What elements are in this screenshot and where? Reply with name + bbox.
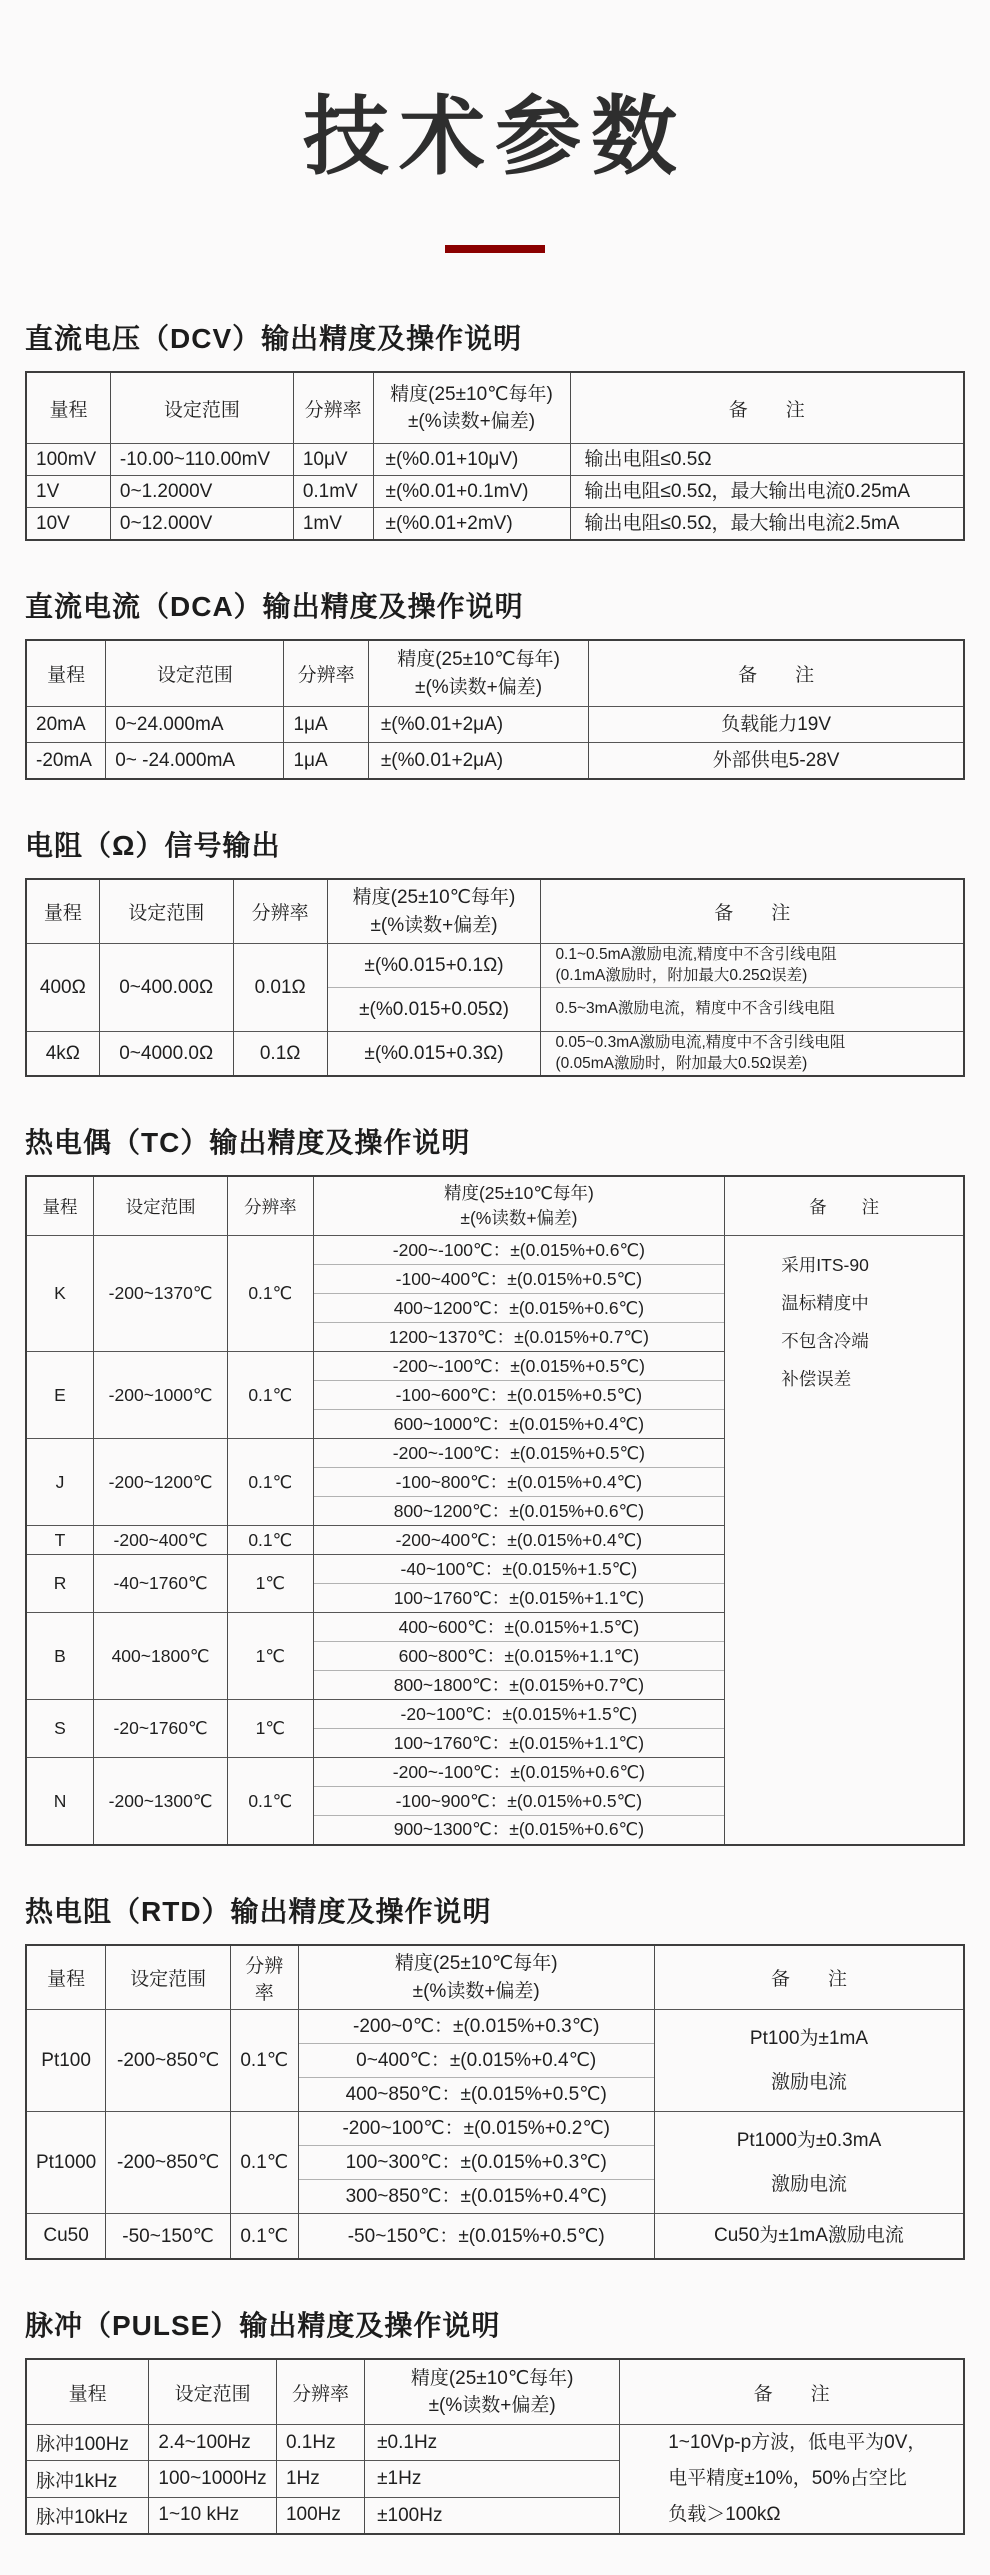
remark-line: Cu50为±1mA激励电流 <box>714 2225 904 2247</box>
cell-range: E <box>26 1352 94 1439</box>
sections <box>25 317 965 2535</box>
cell-set-range: -200~850℃ <box>106 2010 231 2112</box>
cell-precision: -40~100℃：±(0.015%+1.5℃) <box>313 1555 725 1584</box>
col-header-resolution: 分辨率 <box>233 879 327 944</box>
cell-resolution: 1℃ <box>228 1613 313 1700</box>
col-header-remark: 备 注 <box>725 1176 964 1236</box>
col-header-range: 量程 <box>26 640 106 707</box>
cell-resolution: 0.1℃ <box>228 1758 313 1845</box>
cell-range: Cu50 <box>26 2214 106 2260</box>
cell-resolution: 0.1℃ <box>230 2112 298 2214</box>
cell-precision: ±100Hz <box>365 2497 620 2534</box>
remark-line: 温标精度中 <box>781 1293 869 1314</box>
cell-set-range: -20~1760℃ <box>94 1700 228 1758</box>
page-title: 技术参数 <box>303 89 687 185</box>
cell-remark <box>620 2424 964 2534</box>
section-heading: 电阻（Ω）信号输出 <box>25 829 281 861</box>
remark-line: 0.05~0.3mA激励电流,精度中不含引线电阻 <box>555 1033 846 1051</box>
remark-line: 采用ITS-90 <box>781 1255 869 1276</box>
cell-resolution: 0.1℃ <box>228 1526 313 1555</box>
cell-precision: ±0.1Hz <box>365 2424 620 2461</box>
cell-precision: 0~400℃：±(0.015%+0.4℃) <box>298 2044 654 2078</box>
cell-remark <box>654 2112 964 2214</box>
cell-set-range: -200~1000℃ <box>94 1352 228 1439</box>
cell-resolution: 1℃ <box>228 1555 313 1613</box>
cell-remark <box>589 743 964 779</box>
cell-resolution: 10μV <box>293 444 373 476</box>
cell-set-range: 2.4~100Hz <box>149 2424 277 2461</box>
remark-line: 不包含冷端 <box>781 1331 869 1352</box>
cell-precision: 400~1200℃：±(0.015%+0.6℃) <box>313 1294 725 1323</box>
remark-line: 电平精度±10%，50%占空比 <box>668 2467 907 2489</box>
cell-precision: -200~400℃：±(0.015%+0.4℃) <box>313 1526 725 1555</box>
cell-set-range: -40~1760℃ <box>94 1555 228 1613</box>
section-heading: 直流电流（DCA）输出精度及操作说明 <box>25 590 524 622</box>
col-header-remark: 备 注 <box>654 1945 964 2010</box>
cell-precision: 100~1760℃：±(0.015%+1.1℃) <box>313 1584 725 1613</box>
remark-line: 输出电阻≤0.5Ω，最大输出电流0.25mA <box>584 481 911 503</box>
cell-set-range: 0~12.000V <box>110 508 293 540</box>
cell-remark <box>541 1032 964 1076</box>
remark-line: 激励电流 <box>770 2173 847 2195</box>
cell-resolution: 1Hz <box>276 2461 364 2498</box>
cell-precision: 100~1760℃：±(0.015%+1.1℃) <box>313 1729 725 1758</box>
remark-line: 负载能力19V <box>721 714 832 736</box>
cell-set-range: 0~400.00Ω <box>99 944 233 1032</box>
cell-resolution: 0.1℃ <box>228 1236 313 1352</box>
cell-range: 20mA <box>26 707 106 743</box>
spec-table <box>25 1175 965 1846</box>
section-heading: 热电偶（TC）输出精度及操作说明 <box>25 1126 471 1158</box>
cell-precision: -100~900℃：±(0.015%+0.5℃) <box>313 1787 725 1816</box>
cell-resolution: 0.1℃ <box>228 1439 313 1526</box>
cell-precision: 400~600℃：±(0.015%+1.5℃) <box>313 1613 725 1642</box>
cell-set-range: -200~1370℃ <box>94 1236 228 1352</box>
cell-remark <box>654 2010 964 2112</box>
col-header-set-range: 设定范围 <box>94 1176 228 1236</box>
section-tc <box>25 1121 965 1846</box>
remark-line: 输出电阻≤0.5Ω，最大输出电流2.5mA <box>584 512 900 534</box>
cell-set-range: 0~24.000mA <box>106 707 284 743</box>
remark-line: 0.5~3mA激励电流，精度中不含引线电阻 <box>555 1000 835 1018</box>
cell-range: 10V <box>26 508 110 540</box>
col-header-resolution: 分辨率 <box>230 1945 298 2010</box>
col-header-range: 量程 <box>26 1945 106 2010</box>
remark-line: 0.1~0.5mA激励电流,精度中不含引线电阻 <box>555 945 837 963</box>
cell-precision: ±(%0.01+10μV) <box>373 444 570 476</box>
cell-range: T <box>26 1526 94 1555</box>
cell-precision: ±(%0.015+0.1Ω) <box>327 944 541 988</box>
cell-range: 4kΩ <box>26 1032 99 1076</box>
cell-precision: 800~1200℃：±(0.015%+0.6℃) <box>313 1497 725 1526</box>
spec-table <box>25 2358 965 2535</box>
cell-set-range: -200~1200℃ <box>94 1439 228 1526</box>
cell-resolution: 0.1mV <box>293 476 373 508</box>
cell-range: B <box>26 1613 94 1700</box>
cell-precision: 1200~1370℃：±(0.015%+0.7℃) <box>313 1323 725 1352</box>
section-dca <box>25 585 965 780</box>
col-header-remark: 备 注 <box>620 2359 964 2424</box>
col-header-precision: 精度(25±10℃每年) ±(%读数+偏差) <box>373 372 570 444</box>
cell-resolution: 1℃ <box>228 1700 313 1758</box>
cell-precision: ±(%0.015+0.05Ω) <box>327 988 541 1032</box>
section-pulse <box>25 2304 965 2535</box>
cell-range: R <box>26 1555 94 1613</box>
cell-precision: -200~-100℃：±(0.015%+0.5℃) <box>313 1439 725 1468</box>
col-header-resolution: 分辨率 <box>228 1176 313 1236</box>
cell-precision: -20~100℃：±(0.015%+1.5℃) <box>313 1700 725 1729</box>
cell-resolution: 0.01Ω <box>233 944 327 1032</box>
cell-set-range: -200~850℃ <box>106 2112 231 2214</box>
cell-range: J <box>26 1439 94 1526</box>
cell-precision: -200~-100℃：±(0.015%+0.5℃) <box>313 1352 725 1381</box>
cell-resolution: 1μA <box>284 743 368 779</box>
cell-range: 1V <box>26 476 110 508</box>
cell-precision: -200~100℃：±(0.015%+0.2℃) <box>298 2112 654 2146</box>
cell-set-range: -200~400℃ <box>94 1526 228 1555</box>
col-header-precision: 精度(25±10℃每年) ±(%读数+偏差) <box>327 879 541 944</box>
cell-precision: ±(%0.01+2μA) <box>368 707 588 743</box>
cell-range: 脉冲100Hz <box>26 2424 149 2461</box>
cell-precision: 800~1800℃：±(0.015%+0.7℃) <box>313 1671 725 1700</box>
cell-precision: ±(%0.015+0.3Ω) <box>327 1032 541 1076</box>
cell-resolution: 1μA <box>284 707 368 743</box>
cell-set-range: 400~1800℃ <box>94 1613 228 1700</box>
spec-table <box>25 639 965 780</box>
col-header-set-range: 设定范围 <box>110 372 293 444</box>
spec-table <box>25 1944 965 2261</box>
spec-table <box>25 371 965 541</box>
remark-line: 负载＞100kΩ <box>668 2503 781 2525</box>
cell-resolution: 1mV <box>293 508 373 540</box>
cell-resolution: 0.1Hz <box>276 2424 364 2461</box>
cell-set-range: 0~4000.0Ω <box>99 1032 233 1076</box>
cell-precision: 900~1300℃：±(0.015%+0.6℃) <box>313 1816 725 1845</box>
spec-table <box>25 878 965 1077</box>
cell-precision: -100~600℃：±(0.015%+0.5℃) <box>313 1381 725 1410</box>
remark-line: 1~10Vp-p方波，低电平为0V， <box>668 2431 927 2453</box>
cell-remark <box>541 988 964 1032</box>
col-header-precision: 精度(25±10℃每年) ±(%读数+偏差) <box>365 2359 620 2424</box>
cell-set-range: -10.00~110.00mV <box>110 444 293 476</box>
col-header-range: 量程 <box>26 879 99 944</box>
col-header-set-range: 设定范围 <box>99 879 233 944</box>
col-header-precision: 精度(25±10℃每年) ±(%读数+偏差) <box>298 1945 654 2010</box>
col-header-range: 量程 <box>26 372 110 444</box>
section-dcv <box>25 317 965 541</box>
col-header-remark: 备 注 <box>589 640 964 707</box>
cell-resolution: 0.1℃ <box>230 2010 298 2112</box>
remark-line: 激励电流 <box>770 2071 847 2093</box>
cell-set-range: 0~1.2000V <box>110 476 293 508</box>
cell-precision: ±(%0.01+2mV) <box>373 508 570 540</box>
cell-remark <box>725 1236 964 1845</box>
cell-precision: -200~-100℃：±(0.015%+0.6℃) <box>313 1758 725 1787</box>
cell-range: K <box>26 1236 94 1352</box>
section-heading: 直流电压（DCV）输出精度及操作说明 <box>25 322 523 354</box>
cell-set-range: -50~150℃ <box>106 2214 231 2260</box>
cell-resolution: 0.1Ω <box>233 1032 327 1076</box>
col-header-precision: 精度(25±10℃每年) ±(%读数+偏差) <box>368 640 588 707</box>
remark-line: (0.1mA激励时，附加最大0.25Ω误差) <box>555 966 808 984</box>
cell-precision: -200~0℃：±(0.015%+0.3℃) <box>298 2010 654 2044</box>
remark-line: 外部供电5-28V <box>712 749 840 771</box>
col-header-set-range: 设定范围 <box>106 640 284 707</box>
cell-set-range: 1~10 kHz <box>149 2497 277 2534</box>
cell-precision: ±(%0.01+2μA) <box>368 743 588 779</box>
cell-range: Pt1000 <box>26 2112 106 2214</box>
cell-range: 脉冲1kHz <box>26 2461 149 2498</box>
cell-range: S <box>26 1700 94 1758</box>
col-header-remark: 备 注 <box>570 372 964 444</box>
cell-range: Pt100 <box>26 2010 106 2112</box>
col-header-range: 量程 <box>26 2359 149 2424</box>
cell-range: 脉冲10kHz <box>26 2497 149 2534</box>
cell-set-range: -200~1300℃ <box>94 1758 228 1845</box>
col-header-resolution: 分辨率 <box>293 372 373 444</box>
cell-set-range: 0~ -24.000mA <box>106 743 284 779</box>
remark-line: 输出电阻≤0.5Ω <box>584 449 712 471</box>
cell-precision: 400~850℃：±(0.015%+0.5℃) <box>298 2078 654 2112</box>
col-header-range: 量程 <box>26 1176 94 1236</box>
cell-range: N <box>26 1758 94 1845</box>
col-header-set-range: 设定范围 <box>149 2359 277 2424</box>
cell-remark <box>570 508 964 540</box>
col-header-set-range: 设定范围 <box>106 1945 231 2010</box>
section-ohm <box>25 824 965 1077</box>
cell-precision: 600~800℃：±(0.015%+1.1℃) <box>313 1642 725 1671</box>
cell-precision: -200~-100℃：±(0.015%+0.6℃) <box>313 1236 725 1265</box>
accent-divider <box>445 245 545 253</box>
section-heading: 热电阻（RTD）输出精度及操作说明 <box>25 1895 492 1927</box>
cell-resolution: 100Hz <box>276 2497 364 2534</box>
cell-precision: -50~150℃：±(0.015%+0.5℃) <box>298 2214 654 2260</box>
remark-line: Pt100为±1mA <box>749 2027 869 2049</box>
cell-remark <box>570 444 964 476</box>
section-heading: 脉冲（PULSE）输出精度及操作说明 <box>25 2310 501 2342</box>
cell-remark <box>541 944 964 988</box>
remark-line: 补偿误差 <box>781 1369 852 1390</box>
cell-precision: ±1Hz <box>365 2461 620 2498</box>
remark-line: (0.05mA激励时，附加最大0.5Ω误差) <box>555 1054 808 1072</box>
section-rtd <box>25 1890 965 2261</box>
cell-range: 400Ω <box>26 944 99 1032</box>
col-header-resolution: 分辨率 <box>276 2359 364 2424</box>
cell-precision: -100~400℃：±(0.015%+0.5℃) <box>313 1265 725 1294</box>
col-header-resolution: 分辨率 <box>284 640 368 707</box>
cell-range: -20mA <box>26 743 106 779</box>
col-header-precision: 精度(25±10℃每年) ±(%读数+偏差) <box>313 1176 725 1236</box>
cell-remark <box>589 707 964 743</box>
cell-precision: -100~800℃：±(0.015%+0.4℃) <box>313 1468 725 1497</box>
remark-line: Pt1000为±0.3mA <box>736 2129 882 2151</box>
cell-remark <box>570 476 964 508</box>
cell-set-range: 100~1000Hz <box>149 2461 277 2498</box>
cell-resolution: 0.1℃ <box>228 1352 313 1439</box>
cell-range: 100mV <box>26 444 110 476</box>
cell-remark <box>654 2214 964 2260</box>
cell-precision: ±(%0.01+0.1mV) <box>373 476 570 508</box>
cell-precision: 100~300℃：±(0.015%+0.3℃) <box>298 2146 654 2180</box>
cell-precision: 300~850℃：±(0.015%+0.4℃) <box>298 2180 654 2214</box>
cell-resolution: 0.1℃ <box>230 2214 298 2260</box>
col-header-remark: 备 注 <box>541 879 964 944</box>
cell-precision: 600~1000℃：±(0.015%+0.4℃) <box>313 1410 725 1439</box>
